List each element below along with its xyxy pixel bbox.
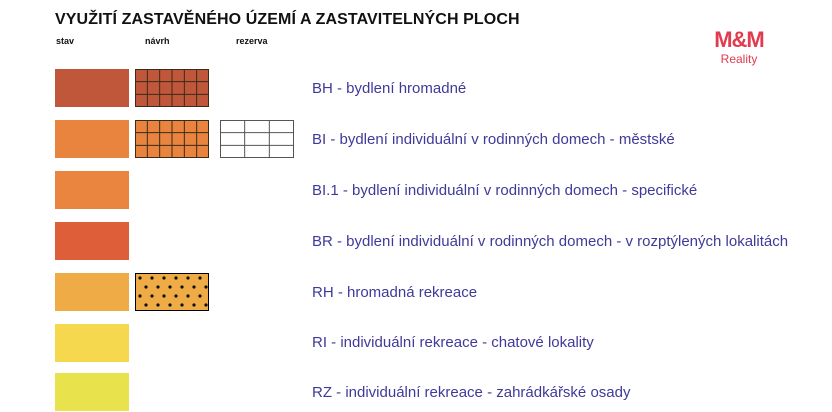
legend-label-bh: BH - bydlení hromadné — [312, 80, 467, 97]
swatch-stav-bi1 — [55, 171, 129, 209]
legend-label-ri: RI - individuální rekreace - chatové lokality — [312, 334, 594, 351]
legend-label-br: BR - bydlení individuální v rodinných domech - v rozptýlených lokalitách — [312, 233, 789, 250]
swatch-stav-rz — [55, 373, 129, 411]
swatch-stav-bh — [55, 69, 129, 107]
swatch-rezerva-bi — [220, 120, 294, 158]
swatch-stav-br — [55, 222, 129, 260]
swatch-stav-rh — [55, 273, 129, 311]
legend-label-rz: RZ - individuální rekreace - zahrádkářské osady — [312, 384, 631, 401]
mm-reality-logo — [706, 29, 772, 66]
legend-label-rh: RH - hromadná rekreace — [312, 284, 478, 301]
swatch-navrh-bh — [135, 69, 209, 107]
legend-label-bi1: BI.1 - bydlení individuální v rodinných domech - specifické — [312, 182, 698, 199]
page-title: VYUŽITÍ ZASTAVĚNÉHO ÚZEMÍ A ZASTAVITELNÝCH PLOCH — [55, 11, 520, 28]
column-header-navrh: návrh — [145, 36, 170, 46]
swatch-stav-bi — [55, 120, 129, 158]
logo-subtitle: Reality — [720, 52, 758, 66]
swatch-navrh-bi — [135, 120, 209, 158]
column-header-rezerva: rezerva — [236, 36, 268, 46]
legend-label-bi: BI - bydlení individuální v rodinných domech - městské — [312, 131, 675, 148]
swatch-stav-ri — [55, 324, 129, 362]
logo-wordmark: M&M — [714, 27, 764, 52]
swatch-navrh-rh — [135, 273, 209, 311]
column-header-stav: stav — [56, 36, 75, 46]
